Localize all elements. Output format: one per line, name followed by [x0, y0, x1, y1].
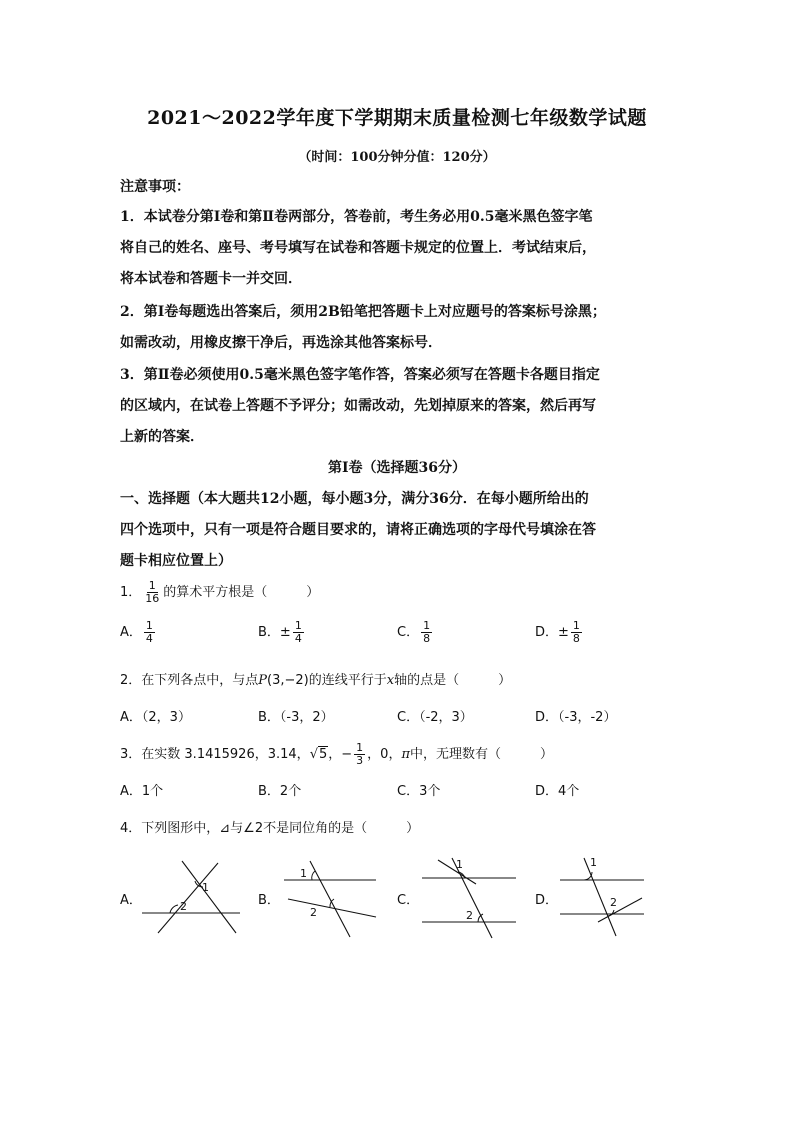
angle-label-2: 2 — [466, 909, 473, 922]
angle-label-1: 1 — [202, 881, 209, 894]
point-coords: (3,−2) — [267, 673, 309, 688]
option-letter: D． — [535, 625, 559, 640]
option-a[interactable] — [120, 780, 163, 799]
sqrt-radicand: 5 — [318, 747, 328, 762]
angle-label-2: 2 — [310, 906, 317, 919]
option-letter: C． — [397, 625, 420, 640]
question-text: 在实数 3.1415926， — [141, 747, 268, 762]
option-letter: A． — [120, 625, 142, 640]
notes-line: 3．第Ⅱ卷必须使用0.5毫米黑色签字笔作答，答案必须写在答题卡各题目指定 — [120, 367, 600, 383]
option-c[interactable] — [397, 780, 440, 799]
option-d[interactable] — [535, 706, 616, 725]
fraction-numerator: 1 — [148, 579, 156, 592]
question-text: 中，无理数有（ ） — [410, 747, 554, 762]
option-letter: D． — [535, 784, 559, 799]
option-letter: B． — [258, 625, 280, 640]
fraction-denominator: 3 — [356, 754, 364, 767]
option-b[interactable] — [258, 780, 301, 799]
question-number: 1． — [120, 585, 142, 600]
fraction — [143, 580, 161, 605]
fraction-denominator: 4 — [294, 632, 302, 645]
fraction — [144, 620, 155, 645]
angle-arc — [608, 910, 614, 916]
angle-label-1: 1 — [590, 856, 597, 869]
figure-b-letter[interactable]: B． — [258, 893, 280, 908]
fraction-numerator: 1 — [294, 619, 302, 632]
fraction — [571, 620, 582, 645]
option-c[interactable] — [397, 706, 473, 725]
option-text: 4个 — [558, 784, 580, 799]
option-text: 1个 — [141, 784, 164, 799]
question-4 — [120, 817, 419, 836]
notes-line: 2．第Ⅰ卷每题选出答案后，须用2B铅笔把答题卡上对应题号的答案标号涂黑； — [120, 304, 606, 320]
question-number: 3． — [120, 747, 142, 762]
question-text: 的算术平方根是（ ） — [163, 585, 320, 600]
fraction-numerator: 1 — [145, 619, 153, 632]
option-text: （-3，2） — [279, 710, 334, 725]
question-text: ，− — [328, 747, 353, 762]
option-a[interactable] — [120, 620, 157, 645]
option-d[interactable] — [535, 620, 584, 645]
option-d[interactable] — [535, 780, 579, 799]
fraction-denominator: 16 — [145, 592, 160, 605]
pi-symbol: π — [401, 747, 410, 762]
figure-b-diagram — [282, 855, 382, 940]
angle-label-1: 1 — [456, 858, 463, 871]
fraction — [421, 620, 432, 645]
exam-title: 2021～2022学年度下学期期末质量检测七年级数学试题 — [147, 107, 647, 129]
question-1 — [120, 580, 319, 605]
option-text: 2个 — [279, 784, 302, 799]
option-letter: C． — [397, 710, 420, 725]
angle-label-2: 2 — [610, 896, 617, 909]
option-text: 3个 — [419, 784, 441, 799]
question-text: 轴的点是（ ） — [394, 673, 512, 688]
figure-d-letter[interactable]: D． — [535, 893, 559, 908]
section-intro-line: 一、选择题（本大题共12小题，每小题3分，满分36分．在每小题所给出的 — [120, 491, 589, 507]
question-3 — [120, 742, 553, 767]
question-number: 2． — [120, 673, 142, 688]
option-c[interactable] — [397, 620, 434, 645]
section-intro-line: 题卡相应位置上） — [120, 553, 232, 569]
question-2 — [120, 669, 511, 688]
question-text: 在下列各点中，与点 — [141, 673, 259, 688]
notes-line: 将自己的姓名、座号、考号填写在试卷和答题卡规定的位置上．考试结束后， — [120, 240, 596, 256]
angle-arc — [312, 871, 315, 880]
notes-line: 上新的答案． — [120, 429, 204, 445]
question-text: 下列图形中，⊿与∠2不是同位角的是（ ） — [141, 821, 420, 836]
option-letter: B． — [258, 710, 280, 725]
fraction-numerator: 1 — [356, 741, 364, 754]
question-number: 4． — [120, 821, 142, 836]
notes-line: 的区域内，在试卷上答题不予评分；如需改动，先划掉原来的答案，然后再写 — [120, 398, 596, 414]
question-text: ，0， — [367, 747, 402, 762]
option-letter: A． — [120, 710, 142, 725]
fraction — [354, 742, 365, 767]
notes-line: 将本试卷和答题卡一并交回． — [120, 271, 302, 287]
angle-label-2: 2 — [180, 900, 187, 913]
fraction — [293, 620, 304, 645]
axis-label: x — [386, 673, 395, 688]
option-text: （-2，3） — [419, 710, 473, 725]
angle-label-1: 1 — [300, 867, 307, 880]
option-b[interactable] — [258, 706, 334, 725]
fraction-denominator: 4 — [145, 632, 153, 645]
section-title: 第Ⅰ卷（选择题36分） — [327, 460, 467, 476]
question-text: ， — [296, 747, 310, 762]
figure-line — [158, 863, 218, 933]
notes-line: 1．本试卷分第Ⅰ卷和第Ⅱ卷两部分，答卷前，考生务必用0.5毫米黑色签字笔 — [120, 209, 593, 225]
figure-c-letter[interactable]: C． — [397, 893, 420, 908]
notes-heading: 注意事项： — [120, 179, 190, 195]
option-a[interactable] — [120, 706, 191, 725]
option-letter: B． — [258, 784, 280, 799]
figure-line — [310, 861, 350, 937]
option-letter: A． — [120, 784, 142, 799]
figure-line — [182, 861, 236, 933]
option-text: （-3，-2） — [558, 710, 617, 725]
exam-subtitle: （时间：100分钟分值：120分） — [298, 150, 496, 165]
point-label: P — [258, 673, 268, 688]
figure-d-diagram — [558, 852, 648, 942]
fraction-denominator: 8 — [423, 632, 431, 645]
figure-a-diagram — [140, 855, 245, 940]
section-intro-line: 四个选项中，只有一项是符合题目要求的，请将正确选项的字母代号填涂在答 — [120, 522, 596, 538]
option-prefix: ± — [558, 625, 569, 640]
sqrt: √5 — [309, 747, 328, 762]
option-letter: C． — [397, 784, 420, 799]
figure-c-diagram — [420, 852, 520, 942]
option-prefix: ± — [279, 625, 291, 640]
figure-a-letter[interactable]: A． — [120, 893, 142, 908]
figure-line — [598, 898, 642, 922]
notes-line: 如需改动，用橡皮擦干净后，再选涂其他答案标号． — [120, 335, 442, 351]
fraction-numerator: 1 — [423, 619, 431, 632]
option-text: （2，3） — [141, 710, 191, 725]
option-b[interactable] — [258, 620, 306, 645]
repeating-decimal: 3.14 — [267, 747, 297, 762]
fraction-denominator: 8 — [572, 632, 580, 645]
fraction-numerator: 1 — [572, 619, 580, 632]
option-letter: D． — [535, 710, 559, 725]
question-text: 的连线平行于 — [308, 673, 387, 688]
